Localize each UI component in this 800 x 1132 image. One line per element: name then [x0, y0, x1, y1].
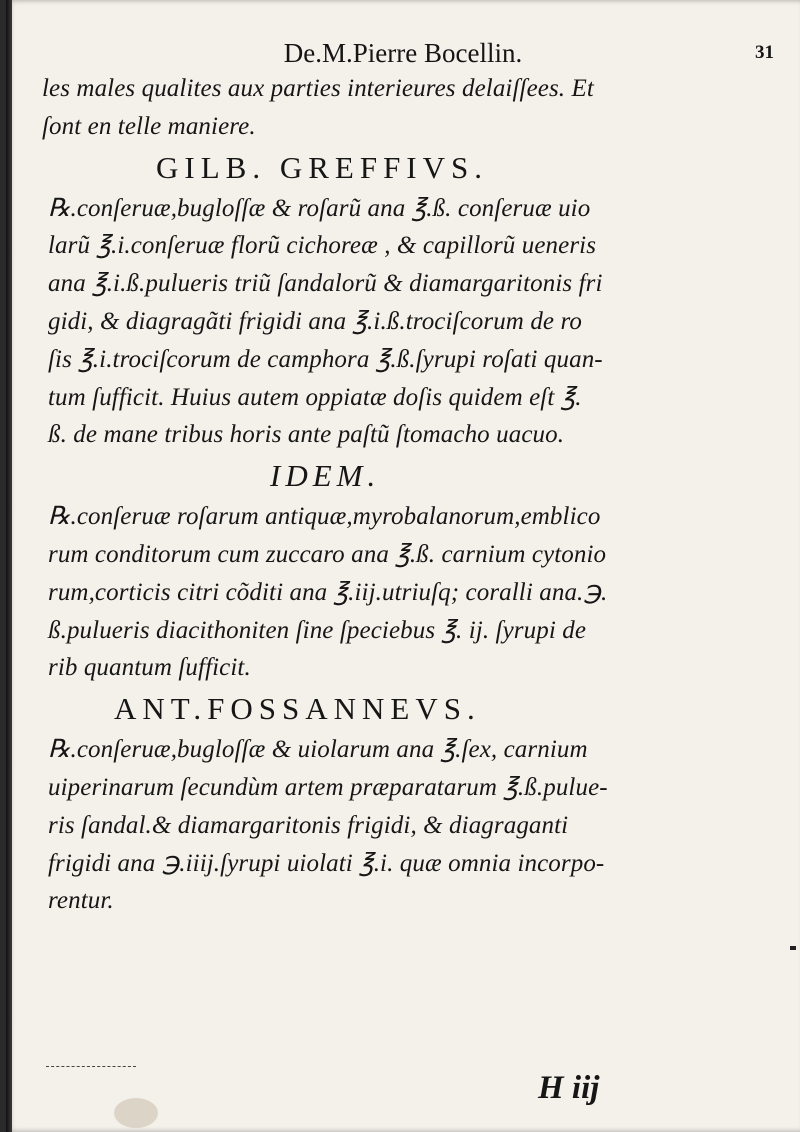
recipe-line: ſis ℥.i.trociſcorum de camphora ℥.ß.ſyrupi roſati quan-	[48, 345, 603, 373]
recipe-line: rentur.	[48, 887, 114, 915]
signature-mark: H iij	[538, 1070, 600, 1106]
recipe-line: ℞.conſeruæ,bugloſſæ & roſarũ ana ℥.ß. conſeruæ uio	[48, 194, 591, 222]
recipe-line: uiperinarum ſecundùm artem præparatarum ℥.ß.pulue-	[48, 773, 608, 801]
recipe-line: gidi, & diagragãti frigidi ana ℥.i.ß.trociſcorum de ro	[48, 307, 582, 335]
recipe-line: larũ ℥.i.conſeruæ florũ cichoreæ , & capillorũ ueneris	[48, 232, 597, 260]
recipe-line: ℞.conſeruæ,bugloſſæ & uiolarum ana ℥.ſex, carnium	[48, 736, 588, 764]
text-line: ſont en telle maniere.	[42, 112, 256, 140]
section-heading-ant-fossanneus: ANT.FOSSANNEVS.	[114, 691, 481, 727]
recipe-line: frigidi ana ℈.iiij.ſyrupi uiolati ℥.i. quæ omnia incorpo-	[48, 849, 605, 877]
text-line: les males qualites aux parties interieures delaiſſees. Et	[42, 75, 594, 102]
recipe-line: rib quantum ſufficit.	[48, 654, 251, 682]
margin-mark	[790, 946, 796, 950]
recipe-line: ℞.conſeruæ roſarum antiquæ,myrobalanorum,emblico	[48, 503, 601, 531]
recipe-line: rum,corticis citri cõditi ana ℥.iij.utriuſq; coralli ana.℈.	[48, 578, 608, 606]
recipe-line: tum ſufficit. Huius autem oppiatæ doſis quidem eſt ℥.	[48, 383, 582, 411]
recipe-line: ß.pulueris diacithoniten ſine ſpeciebus ℥. ij. ſyrupi de	[48, 616, 587, 644]
recipe-line: ris ſandal.& diamargaritonis frigidi, & diagraganti	[48, 811, 569, 839]
running-head: De.M.Pierre Bocellin.	[283, 38, 523, 68]
section-heading-gilb-greffivs: GILB. GREFFIVS.	[156, 149, 489, 185]
text-block	[42, 70, 732, 920]
paper-stain	[114, 1098, 158, 1128]
recipe-line: rum conditorum cum zuccaro ana ℥.ß. carnium cytonio	[48, 540, 607, 568]
page-binding-shadow	[6, 0, 12, 1132]
book-page	[6, 0, 800, 1132]
recipe-line: ß. de mane tribus horis ante paſtũ ſtomacho uacuo.	[48, 421, 565, 449]
underline-rule	[46, 1066, 136, 1067]
recipe-line: ana ℥.i.ß.pulueris triũ ſandalorũ & diamargaritonis fri	[48, 270, 603, 298]
section-heading-idem: IDEM.	[270, 458, 381, 494]
page-number: 31	[755, 42, 774, 63]
